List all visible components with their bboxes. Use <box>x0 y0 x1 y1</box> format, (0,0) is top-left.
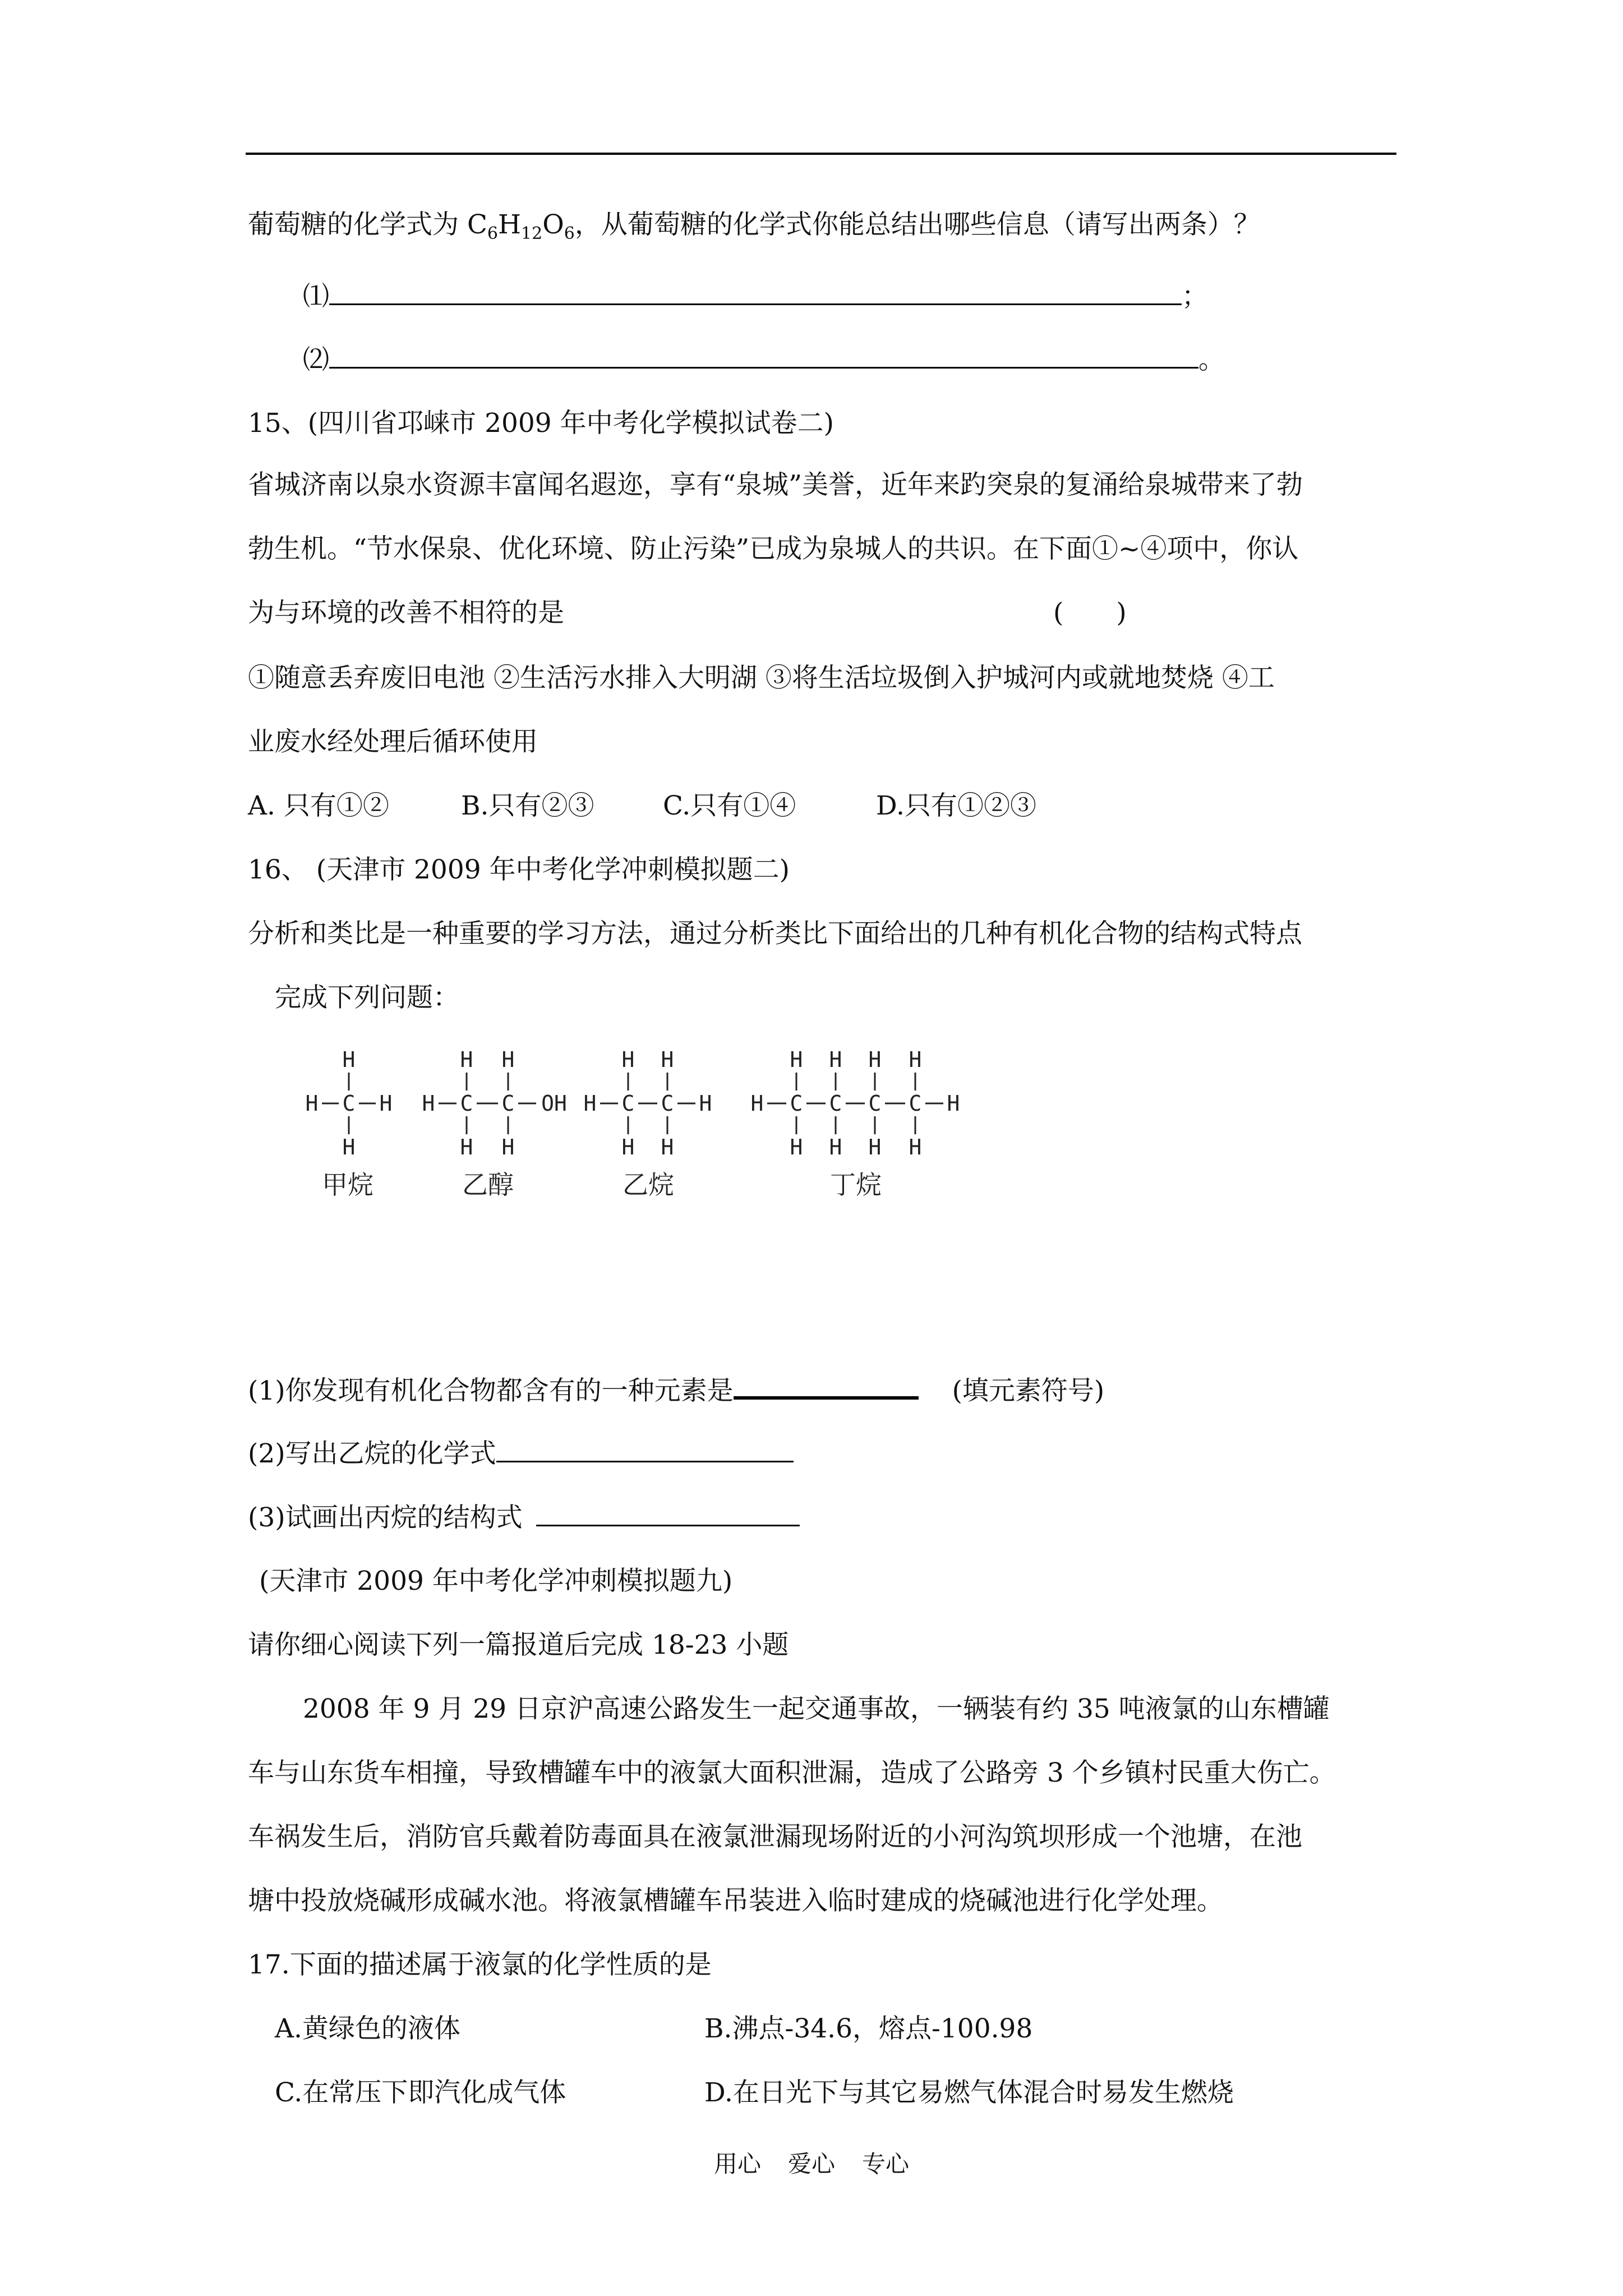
ethane-formula <box>584 1047 712 1200</box>
q15-items-1: ①随意丢弃废旧电池 ②生活污水排入大明湖 ③将生活垃圾倒入护城河内或就地焚烧 ④工 <box>248 662 1275 693</box>
propane-structure-blank[interactable] <box>536 1500 800 1526</box>
methane-formula <box>306 1047 393 1200</box>
svg-text:C: C <box>621 1091 635 1116</box>
svg-text:C: C <box>501 1091 515 1116</box>
q15-option-c[interactable]: C.只有①④ <box>663 790 796 821</box>
svg-text:H: H <box>661 1047 674 1072</box>
svg-text:C: C <box>790 1091 803 1116</box>
q15-source: 15、(四川省邛崃市 2009 年中考化学模拟试卷二) <box>248 408 834 439</box>
svg-text:C: C <box>661 1091 674 1116</box>
svg-text:H: H <box>790 1135 803 1159</box>
passage-paragraph-line-2: 车与山东货车相撞，导致槽罐车中的液氯大面积泄漏，造成了公路旁 3 个乡镇村民重大伤亡。 <box>248 1757 1336 1788</box>
svg-text:H: H <box>501 1135 515 1159</box>
q16-text-2: 完成下列问题： <box>275 982 459 1013</box>
q17-option-c[interactable]: C.在常压下即汽化成气体 <box>275 2077 566 2108</box>
butane-formula <box>751 1047 960 1200</box>
svg-text:C: C <box>829 1091 842 1116</box>
svg-text:H: H <box>661 1135 674 1159</box>
svg-text:H: H <box>342 1135 356 1159</box>
ethanol-formula <box>422 1047 567 1200</box>
svg-text:C: C <box>342 1091 356 1116</box>
svg-text:H: H <box>750 1091 764 1116</box>
q17-option-b[interactable]: B.沸点-34.6，熔点-100.98 <box>704 2013 1033 2044</box>
q15-option-d[interactable]: D.只有①②③ <box>876 790 1036 821</box>
q15-text-1: 省城济南以泉水资源丰富闻名遐迩，享有“泉城”美誉，近年来趵突泉的复涌给泉城带来了勃 <box>248 470 1303 500</box>
footer-word-2: 爱心 <box>787 2150 835 2178</box>
compound-name-methane: 甲烷 <box>322 1170 374 1200</box>
passage-intro: 请你细心阅读下列一篇报道后完成 18-23 小题 <box>248 1630 789 1660</box>
compound-name-ethane: 乙烷 <box>623 1170 674 1200</box>
answer-blank-1[interactable] <box>329 279 1182 305</box>
svg-text:C: C <box>868 1091 882 1116</box>
structural-formulas <box>292 1043 987 1206</box>
svg-text:H: H <box>947 1091 960 1116</box>
q14-answer-line-2: ⑵ 。 <box>303 342 1225 378</box>
svg-text:H: H <box>621 1135 635 1159</box>
q15-option-a[interactable]: A. 只有①② <box>248 790 389 821</box>
q17-stem: 17.下面的描述属于液氯的化学性质的是 <box>248 1949 712 1980</box>
svg-text:H: H <box>699 1091 712 1116</box>
q16-text-1: 分析和类比是一种重要的学习方法，通过分析类比下面给出的几种有机化合物的结构式特点 <box>248 918 1302 949</box>
header-rule <box>246 153 1396 155</box>
svg-text:H: H <box>342 1047 356 1072</box>
page-footer <box>0 2148 1623 2180</box>
svg-text:C: C <box>909 1091 922 1116</box>
q17-option-a[interactable]: A.黄绿色的液体 <box>275 2013 460 2044</box>
q16-sub-1: (1)你发现有机化合物都含有的一种元素是 (填元素符号) <box>248 1372 1104 1409</box>
svg-text:H: H <box>460 1135 473 1159</box>
element-blank[interactable] <box>734 1372 919 1400</box>
footer-word-3: 专心 <box>862 2150 910 2178</box>
svg-text:H: H <box>422 1091 435 1116</box>
svg-text:H: H <box>460 1047 473 1072</box>
answer-blank-2[interactable] <box>329 342 1198 369</box>
compound-name-ethanol: 乙醇 <box>462 1170 514 1200</box>
svg-text:H: H <box>909 1135 922 1159</box>
q17-option-d[interactable]: D.在日光下与其它易燃气体混合时易发生燃烧 <box>704 2077 1234 2108</box>
svg-text:H: H <box>868 1047 882 1072</box>
svg-text:H: H <box>583 1091 597 1116</box>
ethane-formula-blank[interactable] <box>496 1436 794 1462</box>
svg-text:H: H <box>829 1135 842 1159</box>
q15-answer-paren[interactable]: ( ) <box>1053 597 1127 628</box>
q15-option-b[interactable]: B.只有②③ <box>461 790 594 821</box>
passage-paragraph-line-1: 2008 年 9 月 29 日京沪高速公路发生一起交通事故，一辆装有约 35 吨液氯的山东槽罐 <box>303 1694 1330 1724</box>
svg-text:H: H <box>305 1091 319 1116</box>
svg-text:C: C <box>460 1091 473 1116</box>
footer-word-1: 用心 <box>713 2150 761 2178</box>
svg-text:H: H <box>909 1047 922 1072</box>
svg-text:H: H <box>868 1135 882 1159</box>
q14-stem: 葡萄糖的化学式为 $C_6H_{12}O_6$，从葡萄糖的化学式你能总结出哪些信息（请写出两条）？ <box>248 209 1260 243</box>
svg-text:H: H <box>501 1047 515 1072</box>
svg-text:H: H <box>621 1047 635 1072</box>
compound-name-butane: 丁烷 <box>830 1170 882 1200</box>
svg-text:OH: OH <box>541 1091 567 1116</box>
q16-sub-3: (3)试画出丙烷的结构式 <box>248 1500 800 1535</box>
q16-sub-2: (2)写出乙烷的化学式 <box>248 1436 794 1471</box>
svg-text:H: H <box>829 1047 842 1072</box>
q16-source: 16、 (天津市 2009 年中考化学冲刺模拟题二) <box>248 854 790 885</box>
passage-paragraph-line-3: 车祸发生后，消防官兵戴着防毒面具在液氯泄漏现场附近的小河沟筑坝形成一个池塘，在池 <box>248 1821 1302 1852</box>
svg-text:H: H <box>790 1047 803 1072</box>
svg-text:H: H <box>379 1091 393 1116</box>
q14-answer-line-1: ⑴ ； <box>303 279 1208 314</box>
passage-paragraph-line-4: 塘中投放烧碱形成碱水池。将液氯槽罐车吊装进入临时建成的烧碱池进行化学处理。 <box>248 1885 1223 1916</box>
q15-text-2: 勃生机。“节水保泉、优化环境、防止污染”已成为泉城人的共识。在下面①~④项中，你认 <box>248 533 1299 564</box>
passage-source: (天津市 2009 年中考化学冲刺模拟题九) <box>259 1566 733 1596</box>
q15-text-3: 为与环境的改善不相符的是 <box>248 597 564 628</box>
q15-items-2: 业废水经处理后循环使用 <box>248 726 538 757</box>
